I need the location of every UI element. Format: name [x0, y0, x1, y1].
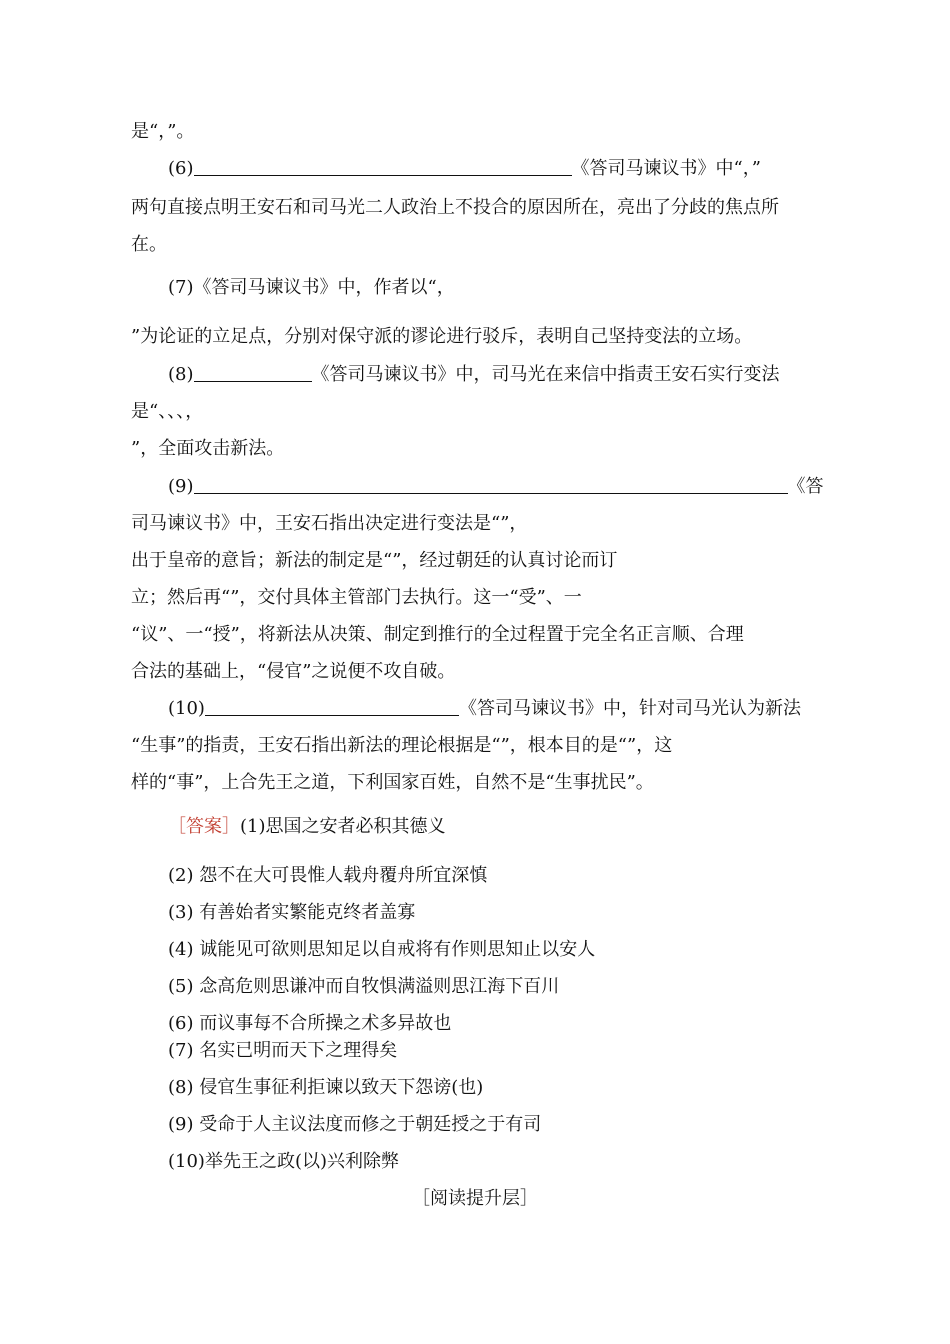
q9-line2: 司马谏议书》中，王安石指出决定进行变法是“”， [131, 513, 528, 534]
section-title: ［阅读提升层］ [412, 1188, 538, 1209]
answer-item-6: (6) 而议事每不合所操之术多异故也 [168, 1013, 452, 1034]
q10-number: (10) [168, 698, 205, 719]
q10-after: 《答司马谏议书》中，针对司马光认为新法 [458, 698, 801, 719]
q5-tail: 是“，”。 [131, 121, 195, 142]
answer-item-8: (8) 侵官生事征利拒谏以致天下怨谤(也) [168, 1077, 484, 1098]
q6-line3: 在。 [131, 234, 167, 255]
answer-item-1: (1)思国之安者必积其德义 [240, 816, 446, 837]
q7-line2: ”为论证的立足点，分别对保守派的谬论进行驳斥，表明自己坚持变法的立场。 [131, 326, 753, 347]
q9-line1 [168, 475, 824, 499]
answer-item-5: (5) 念高危则思谦冲而自牧惧满溢则思江海下百川 [168, 976, 560, 997]
answer-item-2: (2) 怨不在大可畏惟人载舟覆舟所宜深慎 [168, 865, 488, 886]
q8-blank [194, 363, 312, 382]
q8-number: (8) [168, 364, 194, 385]
q7-line1: (7)《答司马谏议书》中，作者以“， [168, 277, 455, 298]
answer-item-10: (10)举先王之政(以)兴利除弊 [168, 1151, 399, 1172]
q9-line5: “议”、一“授”，将新法从决策、制定到推行的全过程置于完全名正言顺、合理 [131, 624, 744, 645]
q9-after: 《答 [787, 476, 824, 497]
q8-after: 《答司马谏议书》中，司马光在来信中指责王安石实行变法 [311, 364, 780, 385]
q6-line2: 两句直接点明王安石和司马光二人政治上不投合的原因所在，亮出了分歧的焦点所 [131, 197, 779, 218]
answer-item-7: (7) 名实已明而天下之理得矣 [168, 1040, 398, 1061]
answer-item-4: (4) 诚能见可欲则思知足以自戒将有作则思知止以安人 [168, 939, 596, 960]
q8-line3: ”，全面攻击新法。 [131, 438, 285, 459]
answer-line1 [168, 815, 446, 839]
q6-blank [194, 157, 572, 176]
q6-after: 《答司马谏议书》中“，” [571, 158, 761, 179]
q6-line1 [168, 157, 761, 181]
answer-item-3: (3) 有善始者实繁能克终者盖寡 [168, 902, 416, 923]
q9-line6: 合法的基础上，“侵官”之说便不攻自破。 [131, 661, 456, 682]
q6-number: (6) [168, 158, 194, 179]
q8-line2: 是“、、、， [131, 401, 204, 422]
q10-line3: 样的“事”，上合先王之道，下利国家百姓，自然不是“生事扰民”。 [131, 772, 654, 793]
q9-number: (9) [168, 476, 194, 497]
q10-line2: “生事”的指责，王安石指出新法的理论根据是“”，根本目的是“”，这 [131, 735, 673, 756]
q9-line3: 出于皇帝的意旨；新法的制定是“”，经过朝廷的认真讨论而订 [131, 550, 618, 571]
answer-tag: ［答案］ [168, 816, 240, 837]
q10-blank [205, 697, 459, 716]
q8-line1 [168, 363, 780, 387]
q10-line1 [168, 697, 801, 721]
q9-line4: 立；然后再“”，交付具体主管部门去执行。这一“受”、一 [131, 587, 582, 608]
q9-blank [194, 475, 788, 494]
answer-item-9: (9) 受命于人主议法度而修之于朝廷授之于有司 [168, 1114, 542, 1135]
